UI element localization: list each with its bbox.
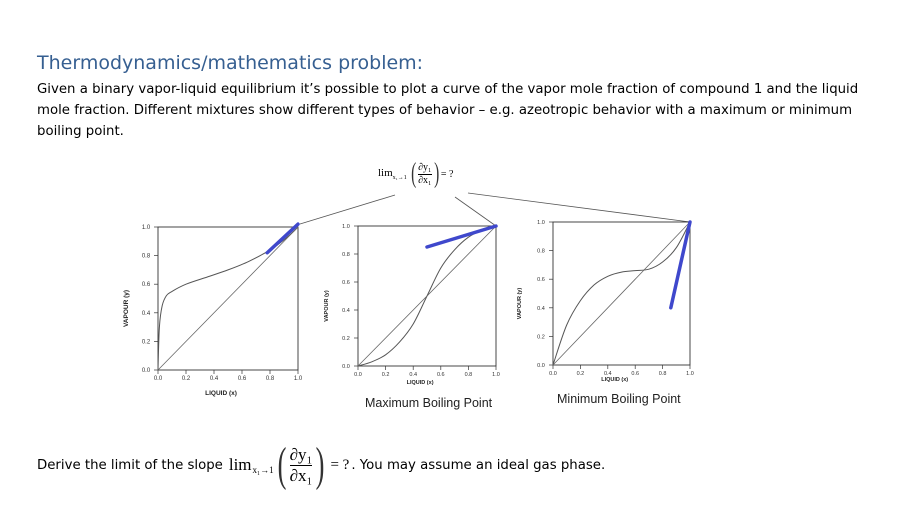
y-axis-label: VAPOUR (y) — [123, 289, 130, 328]
intro-paragraph: Given a binary vapor-liquid equilibrium it’s possible to plot a curve of the vapor mole fraction of compound 1 and the liquid mole fraction. Different mixtures show different types of behavior – e.g. azeotropic behavior with a maximum or minimum boiling point. — [37, 82, 859, 139]
tangent-slope-line — [267, 224, 298, 253]
x-tick-label: 0.8 — [265, 376, 275, 382]
connector-line — [468, 193, 690, 222]
y-tick-label: 0.2 — [537, 334, 545, 341]
x-tick-label: 0.8 — [464, 372, 473, 378]
x-tick-label: 0.4 — [209, 376, 219, 382]
x-tick-label: 0.0 — [549, 371, 557, 377]
callout-connectors — [300, 193, 690, 226]
x-tick-label: 0.6 — [436, 372, 445, 378]
callout-numerator: ∂y₁ — [418, 161, 432, 173]
x-tick-label: 1.0 — [686, 371, 694, 377]
derive-numerator: ∂y₁ — [289, 444, 313, 464]
y-tick-label: 1.0 — [141, 225, 151, 231]
x-tick-label: 0.6 — [631, 371, 640, 377]
callout-denominator: ∂x₁ — [418, 174, 432, 186]
y-tick-label: 0.4 — [537, 305, 545, 312]
x-axis-label: LIQUID (x) — [205, 390, 237, 397]
x-tick-label: 0.2 — [381, 372, 390, 378]
x-tick-label: 0.0 — [153, 376, 163, 382]
x-tick-label: 1.0 — [293, 376, 303, 382]
y-tick-label: 0.6 — [537, 277, 545, 284]
callout-paren-left: ( — [410, 158, 416, 189]
diagonal-line — [553, 222, 690, 365]
x-tick-label: 0.4 — [603, 371, 612, 377]
y-tick-label: 0.8 — [342, 252, 350, 258]
y-tick-label: 1.0 — [537, 220, 545, 226]
callout-fraction — [418, 162, 431, 187]
callout-paren-right: ) — [433, 158, 439, 189]
caption-maximum-boiling: Maximum Boiling Point — [365, 396, 493, 410]
x-tick-label: 0.2 — [576, 371, 585, 377]
y-tick-label: 0.6 — [141, 282, 151, 289]
diagonal-line — [158, 227, 298, 370]
page-title: Thermodynamics/mathematics problem: — [37, 52, 424, 74]
y-tick-label: 0.2 — [141, 339, 151, 346]
derive-paren-right: ) — [316, 438, 325, 491]
chart-2-maximum-boiling — [324, 224, 500, 386]
chart-1 — [123, 224, 303, 397]
derive-lim — [229, 455, 274, 475]
x-axis-label: LIQUID (x) — [601, 377, 629, 383]
x-tick-label: 1.0 — [492, 372, 500, 378]
derive-prefix: Derive the limit of the slope — [37, 457, 223, 473]
connector-line — [300, 195, 395, 224]
derive-lim-text: lim — [228, 455, 252, 474]
x-tick-label: 0.2 — [181, 376, 191, 382]
y-axis-label: VAPOUR (y) — [517, 287, 523, 320]
derive-fraction — [290, 445, 313, 486]
y-tick-label: 0.0 — [342, 364, 350, 370]
derive-denominator: ∂x₁ — [289, 465, 313, 485]
y-tick-label: 0.0 — [537, 363, 545, 369]
x-axis-label: LIQUID (x) — [406, 380, 434, 386]
x-tick-label: 0.6 — [237, 376, 247, 382]
callout-lim-text: lim — [378, 166, 393, 179]
tangent-slope-line — [671, 222, 690, 308]
y-tick-label: 0.8 — [537, 248, 545, 255]
derive-paren-left: ( — [277, 438, 287, 491]
derive-rhs: = ? — [330, 456, 350, 473]
x-tick-label: 0.8 — [658, 371, 667, 377]
y-tick-label: 0.6 — [342, 280, 350, 286]
caption-minimum-boiling: Minimum Boiling Point — [557, 392, 681, 406]
callout-rhs: = ? — [440, 168, 454, 180]
limit-callout — [378, 160, 453, 188]
x-tick-label: 0.4 — [409, 372, 418, 378]
y-tick-label: 0.0 — [141, 368, 151, 374]
derive-sentence — [37, 435, 605, 495]
y-tick-label: 1.0 — [342, 224, 350, 230]
x-tick-label: 0.0 — [354, 372, 362, 378]
y-tick-label: 0.8 — [141, 253, 151, 260]
y-tick-label: 0.2 — [342, 336, 350, 342]
derive-suffix: . You may assume an ideal gas phase. — [351, 457, 606, 473]
callout-lim — [378, 167, 407, 181]
y-axis-label: VAPOUR (y) — [324, 290, 330, 322]
y-tick-label: 0.4 — [141, 310, 151, 317]
y-tick-label: 0.4 — [342, 308, 350, 314]
connector-line — [455, 197, 496, 226]
derive-lim-sub: x₁→1 — [252, 465, 274, 475]
callout-lim-sub: x₁→1 — [392, 175, 407, 182]
chart-3-minimum-boiling — [517, 220, 694, 383]
